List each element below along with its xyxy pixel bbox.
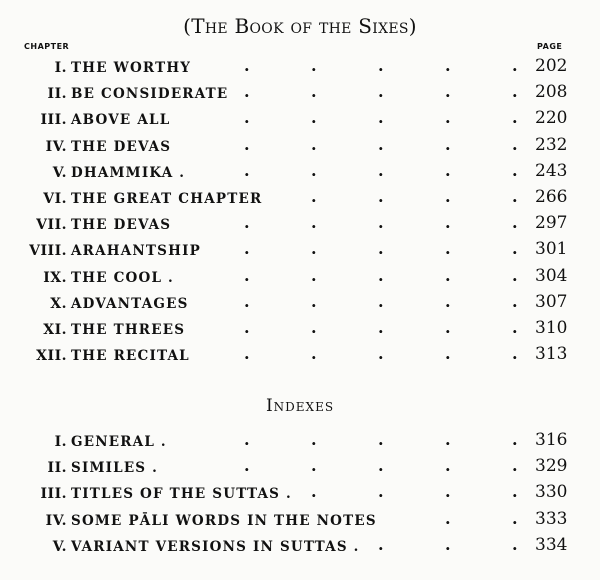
leader-dot: .	[512, 187, 518, 206]
entry-title: SOME PĀLI WORDS IN THE NOTES	[71, 512, 377, 529]
leader-dot: .	[378, 318, 384, 337]
leader-dot: .	[244, 108, 250, 128]
leader-dot: .	[445, 134, 451, 154]
title-text: (The Book of the Sixes)	[183, 14, 417, 38]
chapter-row	[0, 187, 600, 213]
leader-dot: .	[512, 239, 518, 259]
entry-page-number: 304	[535, 265, 568, 286]
entry-title: TITLES OF THE SUTTAS .	[71, 486, 292, 503]
entry-title: THE DEVAS	[71, 138, 172, 155]
entry-number: V.	[52, 164, 67, 181]
leader-dot: .	[311, 160, 317, 180]
leader-dot: .	[445, 265, 451, 285]
leader-dot: .	[445, 56, 451, 75]
entry-page-number: 202	[535, 56, 568, 76]
chapter-row	[0, 213, 600, 239]
entry-page-number: 330	[535, 482, 568, 503]
entry-title: THE COOL .	[71, 269, 174, 286]
leader-dot: .	[311, 318, 317, 337]
chapter-row	[0, 82, 600, 108]
leader-dot: .	[445, 482, 451, 502]
leader-dot: .	[378, 265, 384, 285]
entry-number: V.	[52, 538, 67, 555]
leader-dot: .	[445, 508, 451, 528]
leader-dot: .	[311, 265, 317, 285]
entry-page-number: 232	[535, 134, 568, 155]
entry-page-number: 310	[535, 318, 568, 338]
leader-dot: .	[244, 213, 250, 233]
entry-number: I.	[54, 434, 67, 450]
leader-dot: .	[378, 56, 384, 75]
leader-dot: .	[445, 344, 451, 364]
leader-dot: .	[512, 160, 518, 180]
entry-page-number: 307	[535, 291, 568, 312]
leader-dot: .	[244, 291, 250, 311]
entry-page-number: 243	[535, 160, 568, 181]
chapter-row	[0, 108, 600, 134]
entry-number: II.	[47, 460, 67, 477]
leader-dot: .	[244, 56, 250, 75]
leader-dot: .	[445, 239, 451, 259]
leader-dot: .	[378, 239, 384, 259]
leader-dot: .	[445, 82, 451, 102]
leader-dot: .	[311, 187, 317, 206]
entry-number: IV.	[45, 512, 67, 529]
leader-dot: .	[311, 291, 317, 311]
entry-number: X.	[50, 295, 67, 312]
leader-dot: .	[512, 456, 518, 476]
leader-dot: .	[311, 82, 317, 102]
chapter-row	[0, 266, 600, 292]
leader-dot: .	[512, 108, 518, 128]
leader-dot: .	[378, 213, 384, 233]
entry-page-number: 266	[535, 187, 568, 207]
leader-dot: .	[311, 456, 317, 476]
entry-title: DHAMMIKA .	[71, 164, 186, 181]
leader-dot: .	[512, 265, 518, 285]
entry-page-number: 313	[535, 344, 568, 365]
leader-dot: .	[512, 318, 518, 337]
entry-number: IV.	[45, 138, 67, 155]
leader-dot: .	[512, 291, 518, 311]
leader-dot: .	[378, 82, 384, 102]
chapter-row	[0, 135, 600, 161]
leader-dot: .	[244, 239, 250, 259]
leader-dot: .	[378, 456, 384, 476]
entry-page-number: 220	[535, 108, 568, 129]
chapter-row	[0, 344, 600, 370]
leader-dot: .	[378, 534, 384, 554]
leader-dot: .	[378, 344, 384, 364]
chapter-column-header: CHAPTER	[24, 42, 70, 51]
leader-dot: .	[244, 318, 250, 337]
leader-dot: .	[311, 344, 317, 364]
index-row	[0, 535, 600, 561]
entry-page-number: 301	[535, 239, 568, 260]
leader-dot: .	[512, 430, 518, 449]
index-row	[0, 430, 600, 456]
entry-title: SIMILES .	[71, 460, 159, 477]
leader-dot: .	[311, 213, 317, 233]
leader-dot: .	[378, 187, 384, 206]
entry-page-number: 208	[535, 82, 568, 103]
indexes-heading: Indexes	[265, 396, 335, 416]
leader-dot: .	[378, 134, 384, 154]
leader-dot: .	[512, 482, 518, 502]
entry-title: THE GREAT CHAPTER	[71, 191, 263, 207]
leader-dot: .	[512, 534, 518, 554]
entry-number: VI.	[43, 191, 67, 207]
entry-number: II.	[47, 86, 67, 103]
chapter-row	[0, 292, 600, 318]
entry-page-number: 329	[535, 456, 568, 477]
leader-dot: .	[378, 160, 384, 180]
entry-title: THE DEVAS	[71, 217, 172, 234]
leader-dot: .	[445, 160, 451, 180]
leader-dot: .	[445, 291, 451, 311]
entry-title: ABOVE ALL	[71, 112, 171, 129]
leader-dot: .	[311, 430, 317, 449]
entry-title: THE THREES	[71, 322, 186, 338]
entry-number: III.	[40, 112, 67, 129]
entry-title: THE RECITAL	[71, 348, 190, 365]
entry-page-number: 334	[535, 534, 568, 555]
leader-dot: .	[311, 482, 317, 502]
leader-dot: .	[378, 108, 384, 128]
leader-dot: .	[244, 160, 250, 180]
leader-dot: .	[378, 482, 384, 502]
entry-number: XI.	[43, 322, 67, 338]
entry-title: BE CONSIDERATE	[71, 86, 229, 103]
leader-dot: .	[512, 344, 518, 364]
entry-title: ADVANTAGES	[71, 295, 189, 312]
leader-dot: .	[512, 56, 518, 75]
leader-dot: .	[244, 265, 250, 285]
entry-title: ARAHANTSHIP	[71, 243, 201, 260]
leader-dot: .	[244, 456, 250, 476]
leader-dot: .	[311, 108, 317, 128]
leader-dot: .	[445, 187, 451, 206]
index-row	[0, 482, 600, 508]
index-row	[0, 456, 600, 482]
leader-dot: .	[244, 82, 250, 102]
leader-dot: .	[378, 291, 384, 311]
leader-dot: .	[244, 134, 250, 154]
chapter-row	[0, 161, 600, 187]
leader-dot: .	[244, 344, 250, 364]
leader-dot: .	[512, 82, 518, 102]
page-column-header: PAGE	[537, 42, 563, 51]
leader-dot: .	[445, 456, 451, 476]
leader-dot: .	[512, 213, 518, 233]
entry-number: I.	[54, 60, 67, 76]
entry-title: VARIANT VERSIONS IN SUTTAS .	[71, 538, 360, 555]
leader-dot: .	[445, 318, 451, 337]
leader-dot: .	[445, 213, 451, 233]
leader-dot: .	[512, 508, 518, 528]
leader-dot: .	[512, 134, 518, 154]
entry-number: VIII.	[29, 243, 67, 260]
entry-number: XII.	[36, 348, 67, 365]
entry-title: THE WORTHY	[71, 60, 192, 76]
leader-dot: .	[244, 430, 250, 449]
chapter-row	[0, 239, 600, 265]
leader-dot: .	[378, 430, 384, 449]
entry-page-number: 333	[535, 508, 568, 529]
entry-title: GENERAL .	[71, 434, 167, 450]
page-title	[0, 14, 600, 38]
leader-dot: .	[445, 108, 451, 128]
leader-dot: .	[311, 239, 317, 259]
entry-number: IX.	[43, 269, 67, 286]
leader-dot: .	[311, 56, 317, 75]
leader-dot: .	[311, 134, 317, 154]
chapter-row	[0, 318, 600, 344]
entry-page-number: 297	[535, 213, 568, 234]
entry-number: VII.	[36, 217, 67, 234]
chapter-row	[0, 56, 600, 82]
leader-dot: .	[445, 534, 451, 554]
index-row	[0, 509, 600, 535]
leader-dot: .	[445, 430, 451, 449]
entry-number: III.	[40, 486, 67, 503]
entry-page-number: 316	[535, 430, 568, 450]
